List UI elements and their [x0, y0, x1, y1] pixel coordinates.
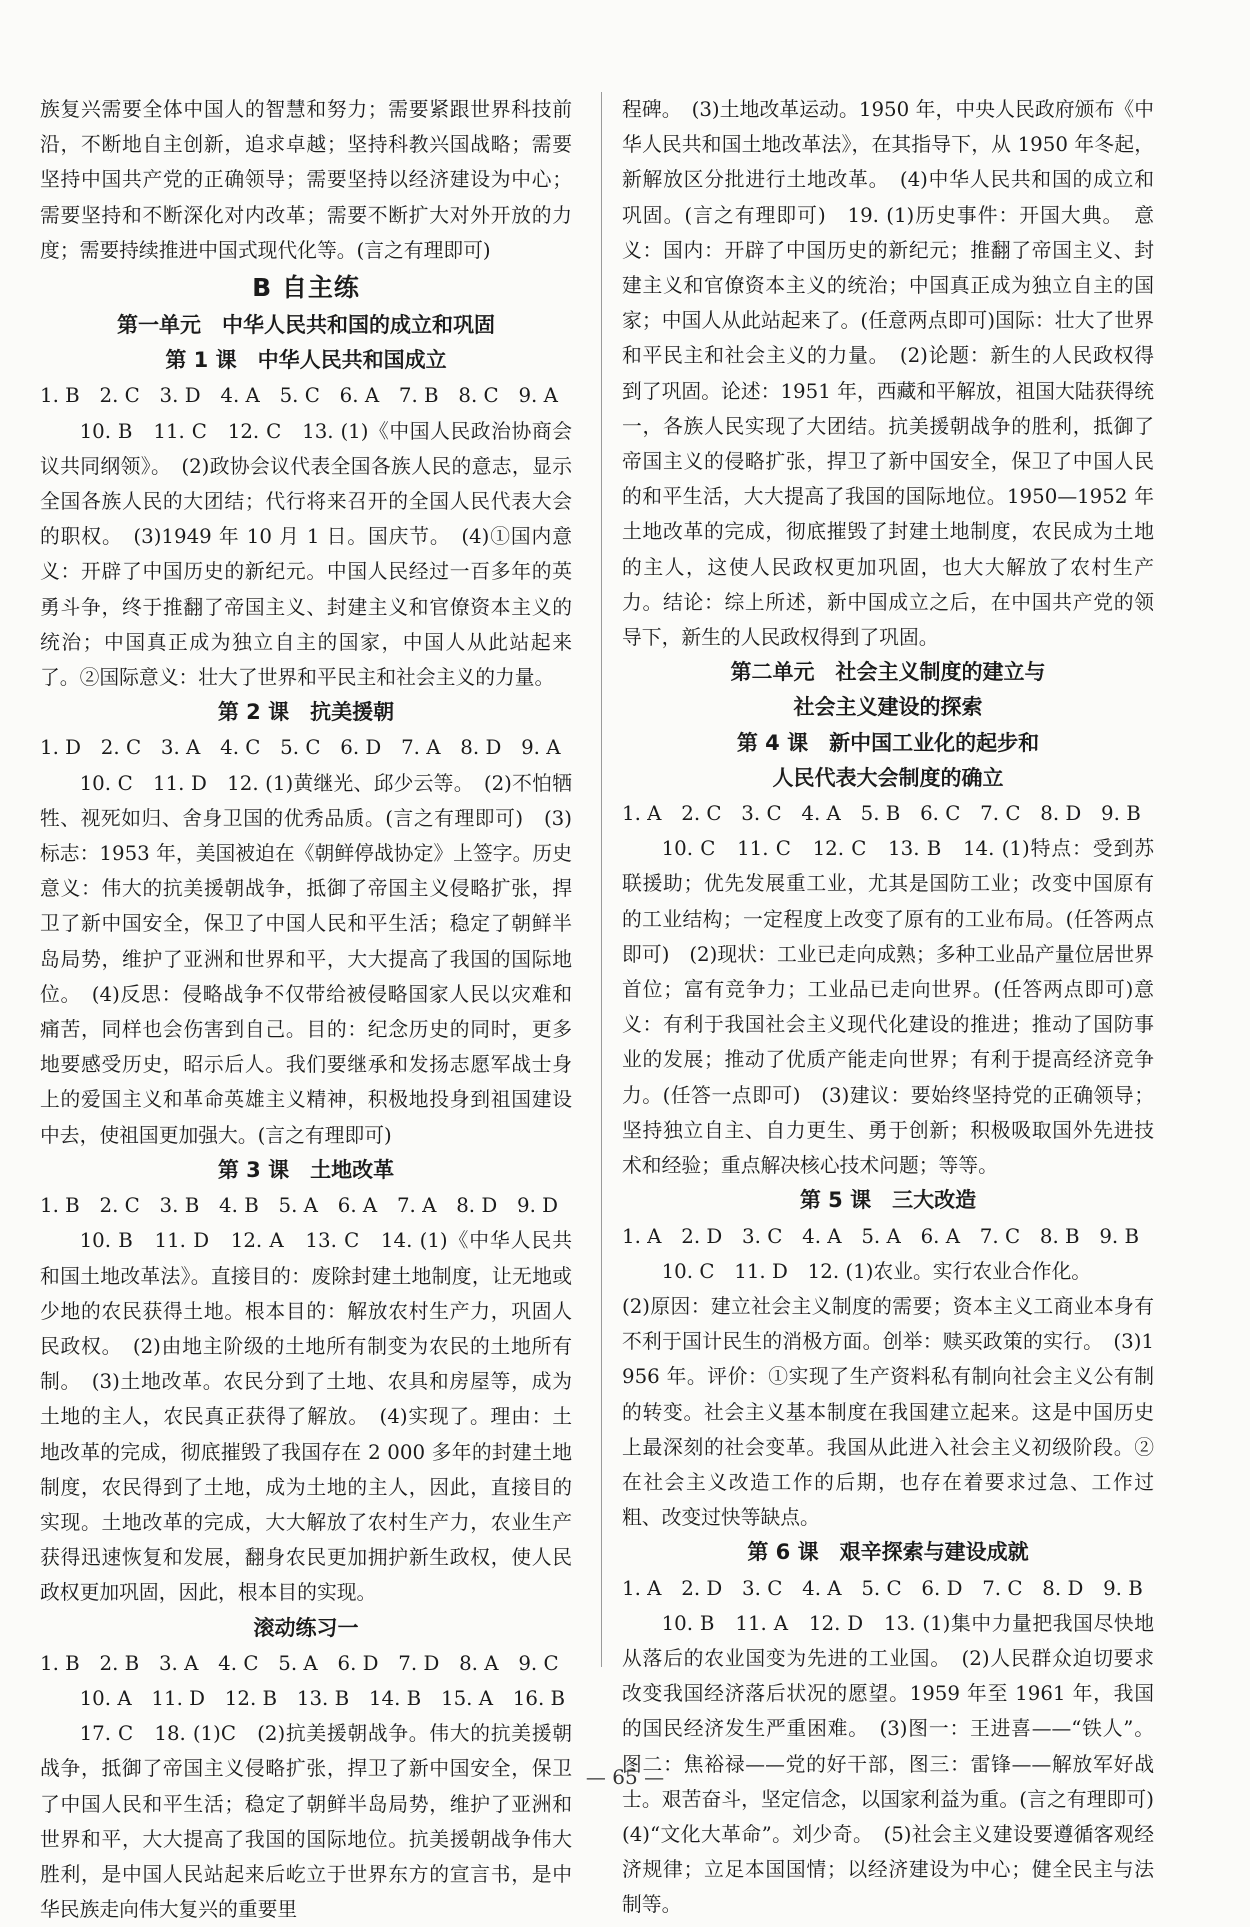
unit-heading: 第一单元 中华人民共和国的成立和巩固	[117, 313, 495, 338]
lesson-heading: 滚动练习一	[253, 1615, 359, 1640]
unit-heading: 社会主义建设的探索	[793, 695, 983, 720]
section-title: B 自主练	[252, 273, 360, 303]
lesson-heading: 第 2 课 抗美援朝	[217, 700, 395, 725]
answer-paragraph: 1. B 2. C 3. D 4. A 5. C 6. A 7. B 8. C 9. A	[40, 384, 558, 408]
lesson-heading: 第 3 课 土地改革	[217, 1157, 395, 1182]
lesson-heading: 第 4 课 新中国工业化的起步和	[736, 730, 1040, 755]
answer-paragraph: 1. B 2. C 3. B 4. B 5. A 6. A 7. A 8. D 9. D	[40, 1194, 559, 1218]
answer-paragraph: 10. C 11. D 12. (1)黄继光、邱少云等。 (2)不怕牺牲、视死如归、舍身卫国的优秀品质。(言之有理即可) (3)标志：1953 年，美国被迫在《朝鲜停战协定》上签字。历史意义：伟大的抗美援朝战争，抵御了帝国主义侵略扩张，捍卫了新中国安全，保卫了中国人民和平生活；稳定了朝鲜半岛局势，维护了亚洲和世界和平，大大提高了我国的国际地位。 (4)反思：侵略战争不仅带给被侵略国家人民以灾难和痛苦，同样也会伤害到自己。目的：纪念历史的同时，更多地要感受历史，昭示后人。我们要继承和发扬志愿军战士身上的爱国主义和革命英雄主义精神，积极地投身到祖国建设中去，使祖国更加强大。(言之有理即可)	[40, 771, 572, 1147]
left-column	[40, 92, 572, 1927]
lesson-heading: 人民代表大会制度的确立	[772, 765, 1004, 790]
unit-heading: 第二单元 社会主义制度的建立与	[730, 660, 1046, 685]
answer-paragraph: (2)原因：建立社会主义制度的需要；资本主义工商业本身有不利于国计民生的消极方面。创举：赎买政策的实行。 (3)1956 年。评价：①实现了生产资料私有制向社会主义公有制的转变。社会主义基本制度在我国建立起来。这是中国历史上最深刻的社会变革。我国从此进入社会主义初级阶段。②在社会主义改造工作的后期，也存在着要求过急、工作过粗、改变过快等缺点。	[622, 1294, 1154, 1530]
lesson-heading: 第 5 课 三大改造	[799, 1188, 977, 1213]
answer-paragraph: 1. A 2. D 3. C 4. A 5. A 6. A 7. C 8. B 9. B	[622, 1224, 1140, 1248]
answer-paragraph: 10. A 11. D 12. B 13. B 14. B 15. A 16. B	[79, 1686, 566, 1710]
column-divider	[601, 92, 602, 1667]
answer-paragraph: 10. C 11. C 12. C 13. B 14. (1)特点：受到苏联援助；优先发展重工业，尤其是国防工业；改变中国原有的工业结构；一定程度上改变了原有的工业布局。(任答两点即可) (2)现状：工业已走向成熟；多种工业品产量位居世界首位；富有竞争力；工业品已走向世界。(任答两点即可)意义：有利于我国社会主义现代化建设的推进；推动了国防事业的发展；推动了优质产能走向世界；有利于提高经济竞争力。(任答一点即可) (3)建议：要始终坚持党的正确领导；坚持独立自主、自力更生、勇于创新；积极吸取国外先进技术和经验；重点解决核心技术问题；等等。	[622, 837, 1154, 1178]
answer-paragraph: 10. C 11. D 12. (1)农业。实行农业合作化。	[661, 1259, 1092, 1283]
answer-paragraph: 10. B 11. A 12. D 13. (1)集中力量把我国尽快地从落后的农业国变为先进的工业国。 (2)人民群众迫切要求改变我国经济落后状况的愿望。1959 年至 1961 年，我国的国民经济发生严重困难。 (3)图一：王进喜——“铁人”。图二：焦裕禄——党的好干部，图三：雷锋——解放军好战士。艰苦奋斗，坚定信念，以国家利益为重。(言之有理即可) (4)“文化大革命”。刘少奇。 (5)社会主义建设要遵循客观经济规律；立足本国国情；以经济建设为中心；健全民主与法制等。	[622, 1611, 1174, 1917]
answer-paragraph: 17. C 18. (1)C (2)抗美援朝战争。伟大的抗美援朝战争，抵御了帝国主义侵略扩张，捍卫了新中国安全，保卫了中国人民和平生活；稳定了朝鲜半岛局势，维护了亚洲和世界和平，大大提高了我国的国际地位。抗美援朝战争伟大胜利，是中国人民站起来后屹立于世界东方的宣言书，是中华民族走向伟大复兴的重要里	[40, 1722, 572, 1922]
lesson-heading: 第 6 课 艰辛探索与建设成就	[747, 1540, 1029, 1565]
right-column	[622, 92, 1174, 1923]
answer-paragraph: 1. A 2. C 3. C 4. A 5. B 6. C 7. C 8. D 9. B	[622, 802, 1141, 826]
answer-paragraph: 族复兴需要全体中国人的智慧和努力；需要紧跟世界科技前沿，不断地自主创新，追求卓越；坚持科教兴国战略；需要坚持中国共产党的正确领导；需要坚持以经济建设为中心；需要坚持和不断深化对内改革；需要不断扩大对外开放的力度；需要持续推进中国式现代化等。(言之有理即可)	[40, 98, 572, 262]
answer-paragraph: 10. B 11. C 12. C 13. (1)《中国人民政治协商会议共同纲领》。 (2)政协会议代表全国各族人民的意志，显示全国各族人民的大团结；代行将来召开的全国人民代表大会的职权。 (3)1949 年 10 月 1 日。国庆节。 (4)①国内意义：开辟了中国历史的新纪元。中国人民经过一百多年的英勇斗争，终于推翻了帝国主义、封建主义和官僚资本主义的统治；中国真正成为独立自主的国家，中国人从此站起来了。②国际意义：壮大了世界和平民主和社会主义的力量。	[40, 419, 572, 690]
lesson-heading: 第 1 课 中华人民共和国成立	[165, 348, 447, 373]
answer-paragraph: 10. B 11. D 12. A 13. C 14. (1)《中华人民共和国土地改革法》。直接目的：废除封建土地制度，让无地或少地的农民获得土地。根本目的：解放农村生产力，巩固人民政权。 (2)由地主阶级的土地所有制变为农民的土地所有制。 (3)土地改革。农民分到了土地、农具和房屋等，成为土地的主人，农民真正获得了解放。 (4)实现了。理由：土地改革的完成，彻底摧毁了我国存在 2 000 多年的封建土地制度，农民得到了土地，成为土地的主人，因此，直接目的实现。土地改革的完成，大大解放了农村生产力，农业生产获得迅速恢复和发展，翻身农民更加拥护新生政权，使人民政权更加巩固，因此，根本目的实现。	[40, 1229, 572, 1605]
page-number: — 65 —	[585, 1765, 665, 1789]
answer-paragraph: 程碑。 (3)土地改革运动。1950 年，中央人民政府颁布《中华人民共和国土地改革法》，在其指导下，从 1950 年冬起，新解放区分批进行土地改革。 (4)中华人民共和国的成立和巩固。(言之有理即可) 19. (1)历史事件：开国大典。 意义：国内：开辟了中国历史的新纪元；推翻了帝国主义、封建主义和官僚资本主义的统治；中国真正成为独立自主的国家；中国人从此站起来了。(任意两点即可)国际：壮大了世界和平民主和社会主义的力量。 (2)论题：新生的人民政权得到了巩固。论述：1951 年，西藏和平解放，祖国大陆获得统一，各族人民实现了大团结。抗美援朝战争的胜利，抵御了帝国主义的侵略扩张，捍卫了新中国安全，保卫了中国人民的和平生活，大大提高了我国的国际地位。1950—1952 年土地改革的完成，彻底摧毁了封建土地制度，农民成为土地的主人，这使人民政权更加巩固，也大大解放了农村生产力。结论：综上所述，新中国成立之后，在中国共产党的领导下，新生的人民政权得到了巩固。	[622, 98, 1154, 650]
answer-paragraph: 1. D 2. C 3. A 4. C 5. C 6. D 7. A 8. D 9. A	[40, 736, 561, 760]
answer-paragraph: 1. B 2. B 3. A 4. C 5. A 6. D 7. D 8. A 9. C	[40, 1651, 559, 1675]
answer-paragraph: 1. A 2. D 3. C 4. A 5. C 6. D 7. C 8. D 9. B	[622, 1576, 1143, 1600]
